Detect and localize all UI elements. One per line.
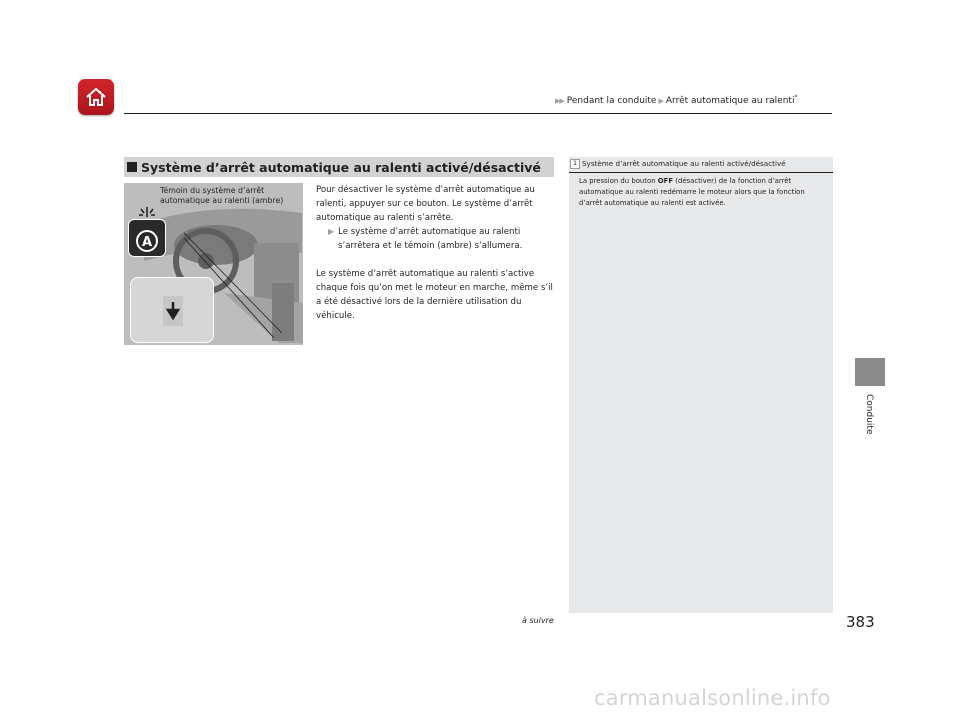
callout-line-2: automatique au ralenti (ambre) <box>160 196 284 205</box>
notes-panel <box>569 157 833 613</box>
section-title: Système d’arrêt automatique au ralenti activé/désactivé <box>141 159 541 175</box>
option-mark: * <box>794 94 798 101</box>
paragraph-1: Pour désactiver le système d’arrêt automatique au ralenti, appuyer sur ce bouton. Le système d’arrêt automatique au ralenti s’arrête. <box>316 185 535 223</box>
svg-text:A: A <box>141 235 153 250</box>
paragraph-2: Le système d’arrêt automatique au ralenti s’active chaque fois qu’on met le moteur en marche, même s’il a été désactivé lors de la dernière utilisation du véhicule. <box>316 269 553 321</box>
section-square-icon <box>127 162 137 172</box>
figure-callout <box>160 186 283 206</box>
dashboard-illustration <box>124 183 303 345</box>
notes-heading <box>569 157 833 173</box>
notes-ref-number: 1 <box>570 159 580 169</box>
chapter-tab[interactable] <box>855 358 885 386</box>
idle-stop-indicator-icon <box>129 220 165 256</box>
body-text <box>316 183 554 323</box>
breadcrumb-separator-icon: ▶ <box>658 97 664 105</box>
watermark: carmanualsonline.info <box>594 686 831 710</box>
callout-line-1: Témoin du système d’arrêt <box>160 186 265 195</box>
button-inset <box>130 277 214 343</box>
breadcrumb-link-driving[interactable]: Pendant la conduite <box>566 96 657 106</box>
notes-text-bold: OFF <box>657 177 674 185</box>
notes-text-part1: La pression du bouton <box>579 177 658 185</box>
notes-text-part2: (désactiver) de la fonction d’arrêt automatique au ralenti redémarre le moteur alors que la fonction d’arrêt automatique au ralenti est activée. <box>579 177 805 207</box>
result-item <box>326 225 554 253</box>
notes-text <box>579 176 823 209</box>
home-button[interactable] <box>78 79 114 115</box>
page-number: 383 <box>846 613 875 631</box>
breadcrumb-current: Arrêt automatique au ralenti <box>665 96 795 106</box>
result-arrow-icon: ▶ <box>328 227 335 236</box>
header-rule <box>124 113 832 114</box>
idle-stop-off-button-icon <box>161 296 185 326</box>
notes-heading-text: Système d’arrêt automatique au ralenti activé/désactivé <box>582 159 786 168</box>
breadcrumb <box>555 94 797 106</box>
indicator-lamp-icon <box>138 203 156 219</box>
result-text: Le système d’arrêt automatique au ralenti s’arrêtera et le témoin (ambre) s’allumera. <box>338 227 523 251</box>
home-icon <box>84 85 108 109</box>
breadcrumb-arrow-icon: ▶▶ <box>555 97 564 105</box>
section-header <box>124 157 554 177</box>
chapter-label: Conduite <box>864 394 874 435</box>
indicator-inset <box>128 219 166 257</box>
continued-label: à suivre <box>522 616 554 625</box>
